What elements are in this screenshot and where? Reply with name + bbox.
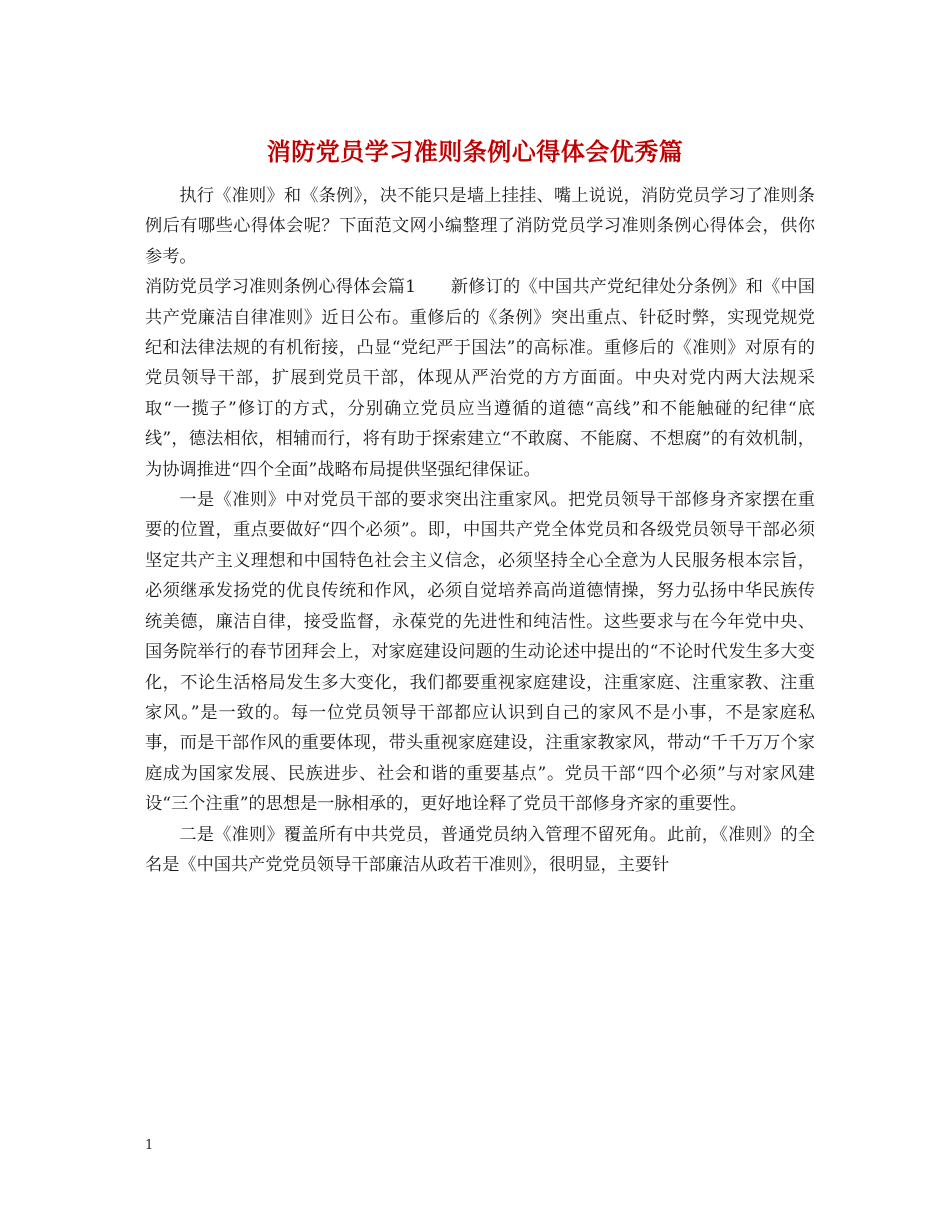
paragraph-intro: 执行《准则》和《条例》，决不能只是墙上挂挂、嘴上说说，消防党员学习了准则条例后有哪些心得体会呢？下面范文网小编整理了消防党员学习准则条例心得体会，供你参考。 [145,186,815,267]
document-title: 消防党员学习准则条例心得体会优秀篇 [266,137,684,166]
paragraph-section-1: 消防党员学习准则条例心得体会篇1 新修订的《中国共产党纪律处分条例》和《中国共产党廉洁自律准则》近日公布。重修后的《条例》突出重点、针砭时弊，实现党规党纪和法律法规的有机衔接，凸显“党纪严于国法”的高标准。重修后的《准则》对原有的党员领导干部，扩展到党员干部，体现从严治党的方方面面。中央对党内两大法规采取“一揽子”修订的方式，分别确立党员应当遵循的道德“高线”和不能触碰的纪律“底线”，德法相依，相辅而行，将有助于探索建立“不敢腐、不能腐、不想腐”的有效机制，为协调推进“四个全面”战略布局提供坚强纪律保证。 [145,277,815,480]
document-body [145,181,815,880]
page-number: 1 [145,1138,154,1153]
paragraph-point-2: 二是《准则》覆盖所有中共党员，普通党员纳入管理不留死角。此前，《准则》的全名是《中国共产党党员领导干部廉洁从政若干准则》，很明显，主要针 [145,824,815,875]
paragraph-point-1: 一是《准则》中对党员干部的要求突出注重家风。把党员领导干部修身齐家摆在重要的位置，重点要做好“四个必须”。即，中国共产党全体党员和各级党员领导干部必须坚定共产主义理想和中国特色社会主义信念，必须坚持全心全意为人民服务根本宗旨，必须继承发扬党的优良传统和作风，必须自觉培养高尚道德情操，努力弘扬中华民族传统美德，廉洁自律，接受监督，永葆党的先进性和纯洁性。这些要求与在今年党中央、国务院举行的春节团拜会上，对家庭建设问题的生动论述中提出的“不论时代发生多大变化，不论生活格局发生多大变化，我们都要重视家庭建设，注重家庭、注重家教、注重家风。”是一致的。每一位党员领导干部都应认识到自己的家风不是小事，不是家庭私事，而是干部作风的重要体现，带头重视家庭建设，注重家教家风，带动“千千万万个家庭成为国家发展、民族进步、社会和谐的重要基点”。党员干部“四个必须”与对家风建设“三个注重”的思想是一脉相承的，更好地诠释了党员干部修身齐家的重要性。 [145,490,815,815]
